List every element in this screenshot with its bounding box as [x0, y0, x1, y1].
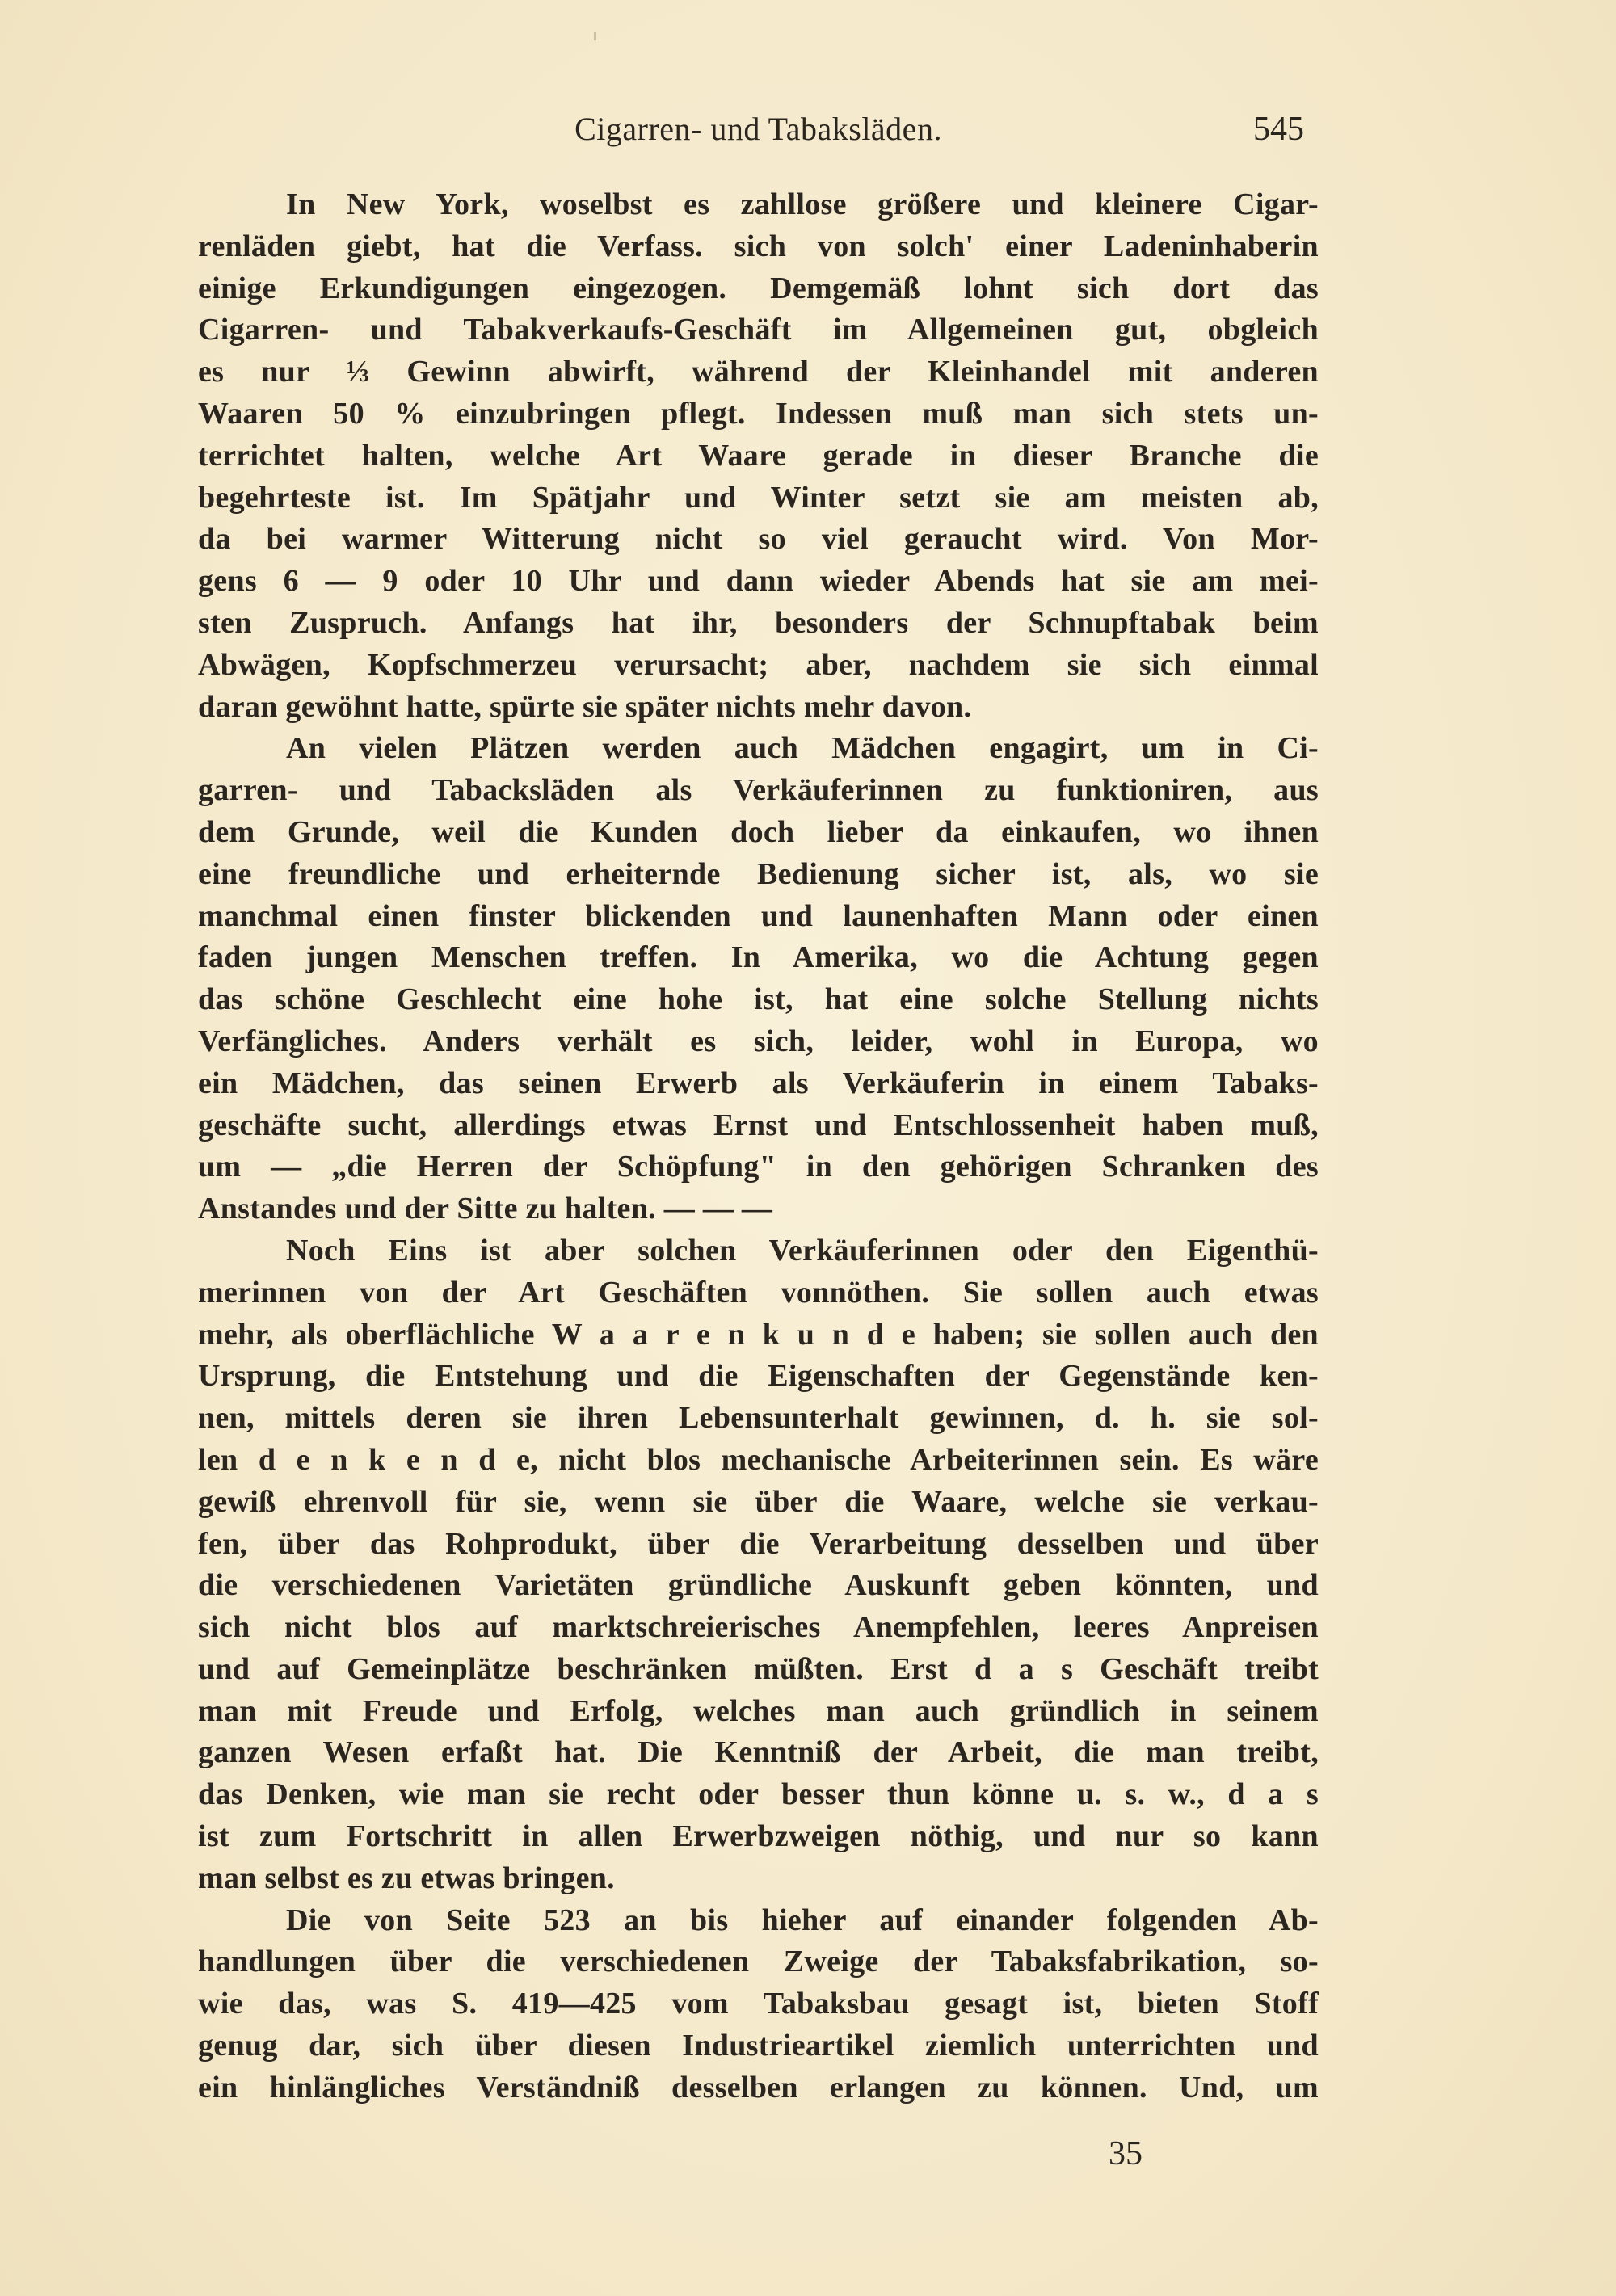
text-line: das schöne Geschlecht eine hohe ist, hat eine solche Stellung nichts: [198, 982, 1319, 1017]
text-line: um — „die Herren der Schöpfung" in den gehörigen Schranken des: [198, 1150, 1319, 1184]
paragraph: [198, 184, 1319, 728]
text-line: renläden giebt, hat die Verfass. sich von solch' einer Ladeninhaberin: [198, 229, 1319, 263]
text-line: gewiß ehrenvoll für sie, wenn sie über die Waare, welche sie verkau-: [198, 1484, 1319, 1519]
text-line: gens 6 — 9 oder 10 Uhr und dann wieder Abends hat sie am mei-: [198, 564, 1319, 599]
text-line: Abwägen, Kopfschmerzeu verursacht; aber, nachdem sie sich einmal: [198, 647, 1319, 682]
text-line: geschäfte sucht, allerdings etwas Ernst und Entschlossenheit haben muß,: [198, 1108, 1319, 1142]
text-line: und auf Gemeinplätze beschränken müßten. Erst d a s Geschäft treibt: [198, 1651, 1319, 1686]
text-line: einige Erkundigungen eingezogen. Demgemäß lohnt sich dort das: [198, 271, 1319, 305]
text-line: In New York, woselbst es zahllose größere und kleinere Cigar-: [286, 187, 1319, 221]
page-number: 545: [1253, 111, 1304, 148]
text-line: sten Zuspruch. Anfangs hat ihr, besonders der Schnupftabak beim: [198, 605, 1319, 640]
text-line: sich nicht blos auf marktschreierisches Anempfehlen, leeres Anpreisen: [198, 1610, 1319, 1645]
text-line: Noch Eins ist aber solchen Verkäuferinnen oder den Eigenthü-: [286, 1233, 1319, 1268]
text-line: daran gewöhnt hatte, spürte sie später nichts mehr davon.: [198, 689, 972, 724]
text-line: ein hinlängliches Verständniß desselben erlangen zu können. Und, um: [198, 2070, 1319, 2105]
text-line: die verschiedenen Varietäten gründliche Auskunft geben könnten, und: [198, 1568, 1319, 1603]
signature-mark: 35: [1109, 2135, 1143, 2172]
text-line: Ursprung, die Entstehung und die Eigenschaften der Gegenstände ken-: [198, 1359, 1319, 1394]
text-line: ein Mädchen, das seinen Erwerb als Verkäuferin in einem Tabaks-: [198, 1066, 1319, 1100]
text-line: handlungen über die verschiedenen Zweige der Tabaksfabrikation, so-: [198, 1945, 1319, 1979]
text-line: dem Grunde, weil die Kunden doch lieber da einkaufen, wo ihnen: [198, 814, 1319, 849]
text-line: es nur ⅓ Gewinn abwirft, während der Kleinhandel mit anderen: [198, 355, 1319, 389]
paragraph: [198, 1230, 1319, 1900]
running-title: Cigarren- und Tabaksläden.: [574, 111, 942, 147]
text-line: nen, mittels deren sie ihren Lebensunterhalt gewinnen, d. h. sie sol-: [198, 1401, 1319, 1436]
text-line: Anstandes und der Sitte zu halten. — — —: [198, 1192, 773, 1226]
text-line: len d e n k e n d e, nicht blos mechanische Arbeiterinnen sein. Es wäre: [198, 1442, 1319, 1477]
text-line: das Denken, wie man sie recht oder besser thun könne u. s. w., d a s: [198, 1777, 1319, 1812]
text-line: manchmal einen finster blickenden und launenhaften Mann oder einen: [198, 898, 1319, 933]
text-line: genug dar, sich über diesen Industrieartikel ziemlich unterrichten und: [198, 2029, 1319, 2063]
text-line: terrichtet halten, welche Art Waare gerade in dieser Branche die: [198, 438, 1319, 473]
text-line: begehrteste ist. Im Spätjahr und Winter setzt sie am meisten ab,: [198, 480, 1319, 515]
text-line: fen, über das Rohprodukt, über die Verarbeitung desselben und über: [198, 1526, 1319, 1561]
text-line: eine freundliche und erheiternde Bedienung sicher ist, als, wo sie: [198, 856, 1319, 891]
text-line: An vielen Plätzen werden auch Mädchen engagirt, um in Ci-: [286, 731, 1319, 766]
text-line: Die von Seite 523 an bis hieher auf einander folgenden Ab-: [286, 1903, 1319, 1937]
paragraph: [198, 728, 1319, 1230]
paper-speck: [594, 32, 596, 40]
text-line: merinnen von der Art Geschäften vonnöthen. Sie sollen auch etwas: [198, 1275, 1319, 1310]
running-head: [198, 107, 1319, 152]
text-line: da bei warmer Witterung nicht so viel geraucht wird. Von Mor-: [198, 522, 1319, 557]
text-line: wie das, was S. 419—425 vom Tabaksbau gesagt ist, bieten Stoff: [198, 1987, 1319, 2021]
text-line: Cigarren- und Tabakverkaufs-Geschäft im Allgemeinen gut, obgleich: [198, 313, 1319, 347]
text-line: faden jungen Menschen treffen. In Amerika, wo die Achtung gegen: [198, 940, 1319, 975]
text-line: man mit Freude und Erfolg, welches man auch gründlich in seinem: [198, 1693, 1319, 1728]
text-line: man selbst es zu etwas bringen.: [198, 1861, 615, 1895]
text-line: mehr, als oberflächliche W a a r e n k u n d e haben; sie sollen auch den: [198, 1317, 1319, 1352]
paragraph: [198, 1900, 1319, 2109]
text-line: Waaren 50 % einzubringen pflegt. Indessen muß man sich stets un-: [198, 396, 1319, 431]
text-line: ist zum Fortschritt in allen Erwerbzweigen nöthig, und nur so kann: [198, 1819, 1319, 1854]
body-text: [198, 184, 1319, 2109]
text-line: ganzen Wesen erfaßt hat. Die Kenntniß der Arbeit, die man treibt,: [198, 1735, 1319, 1770]
text-line: garren- und Tabacksläden als Verkäuferinnen zu funktioniren, aus: [198, 773, 1319, 808]
text-line: Verfängliches. Anders verhält es sich, leider, wohl in Europa, wo: [198, 1024, 1319, 1058]
